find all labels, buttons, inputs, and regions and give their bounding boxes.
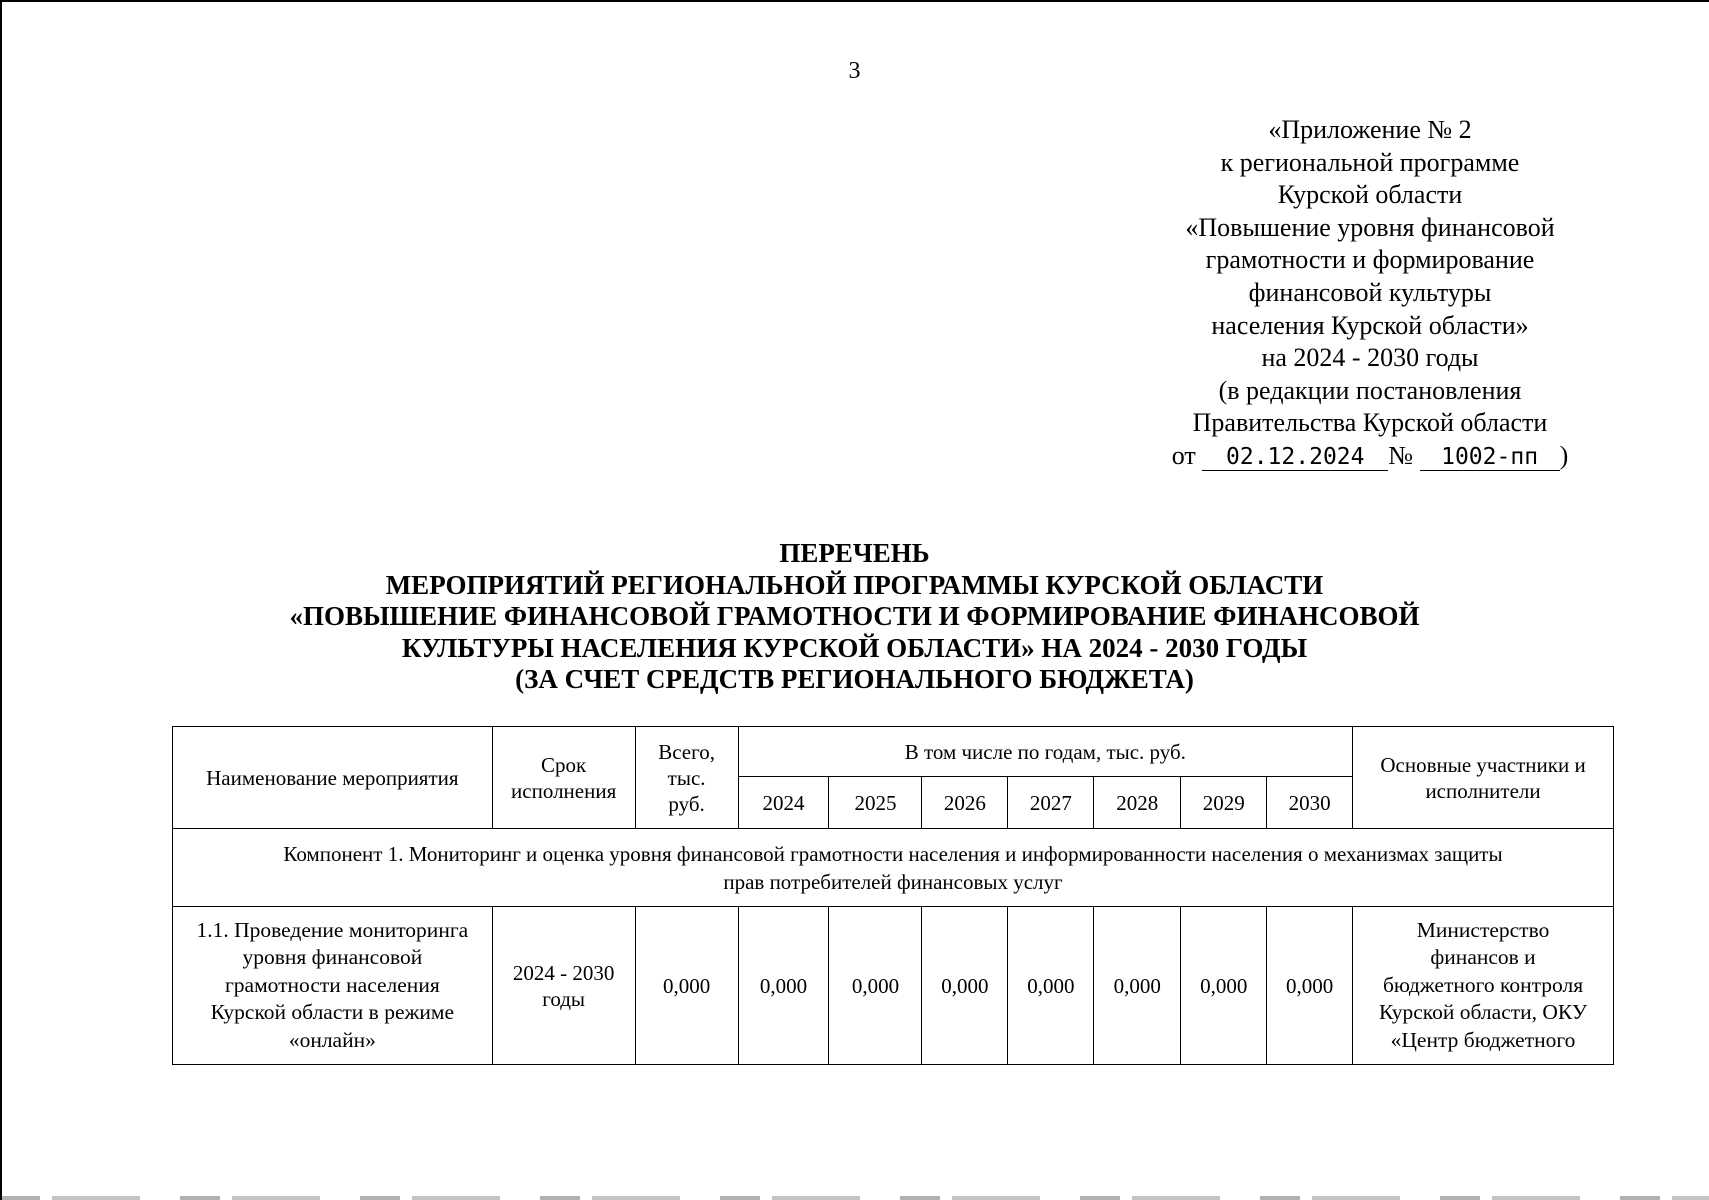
appendix-line: Курской области: [1277, 180, 1463, 210]
participants-line: финансов и: [1430, 945, 1536, 970]
appendix-line: «Повышение уровня финансовой: [1185, 212, 1555, 242]
document-title: [0, 538, 1709, 696]
header-participants: [1353, 727, 1614, 829]
event-name-line: уровня финансовой: [242, 945, 423, 970]
appendix-line: к региональной программе: [1220, 147, 1520, 177]
event-year-2028: 0,000: [1094, 907, 1181, 1065]
appendix-date-line: [1140, 440, 1600, 473]
header-term: [492, 727, 635, 829]
event-year-2029: 0,000: [1181, 907, 1267, 1065]
header-name: Наименование мероприятия: [173, 727, 493, 829]
header-year-2027: 2027: [1008, 777, 1094, 829]
appendix-line: населения Курской области»: [1211, 310, 1529, 340]
appendix-line: Правительства Курской области: [1192, 408, 1548, 438]
event-name-line: 1.1. Проведение мониторинга: [196, 917, 469, 942]
scan-artifact-bottom: [0, 1196, 1709, 1200]
component-line: прав потребителей финансовых услуг: [723, 869, 1063, 894]
component-title: [173, 829, 1614, 907]
event-term-line: годы: [542, 986, 586, 1011]
header-year-2024: 2024: [738, 777, 829, 829]
event-name-line: Курской области в режиме: [210, 1000, 454, 1025]
header-year-2026: 2026: [922, 777, 1008, 829]
close-paren: ): [1559, 440, 1569, 470]
event-year-2026: 0,000: [922, 907, 1008, 1065]
appendix-line: (в редакции постановления: [1218, 375, 1522, 405]
title-line: ПЕРЕЧЕНЬ: [779, 538, 930, 568]
event-name-line: грамотности населения: [224, 972, 440, 997]
from-prefix: от: [1171, 440, 1196, 470]
header-total: [635, 727, 738, 829]
event-year-2025: 0,000: [829, 907, 922, 1065]
component-row: [173, 829, 1614, 907]
title-line: «ПОВЫШЕНИЕ ФИНАНСОВОЙ ГРАМОТНОСТИ И ФОРМИРОВАНИЕ ФИНАНСОВОЙ: [289, 601, 1420, 631]
appendix-line: на 2024 - 2030 годы: [1261, 343, 1479, 373]
event-year-2024: 0,000: [738, 907, 829, 1065]
events-table: [172, 726, 1614, 1065]
header-by-years: В том числе по годам, тыс. руб.: [738, 727, 1353, 777]
appendix-line: финансовой культуры: [1248, 277, 1492, 307]
header-row: [173, 727, 1614, 777]
appendix-header: [1140, 114, 1600, 473]
appendix-line: «Приложение № 2: [1268, 115, 1472, 144]
appendix-line: грамотности и формирование: [1205, 245, 1535, 275]
participants-line: Министерство: [1416, 917, 1550, 942]
title-line: (ЗА СЧЕТ СРЕДСТВ РЕГИОНАЛЬНОГО БЮДЖЕТА): [515, 664, 1194, 694]
header-participants-line: Основные участники и: [1380, 752, 1586, 777]
header-term-line: исполнения: [511, 778, 617, 803]
header-year-2025: 2025: [829, 777, 922, 829]
number-sign: №: [1388, 440, 1414, 470]
title-line: МЕРОПРИЯТИЙ РЕГИОНАЛЬНОЙ ПРОГРАММЫ КУРСКОЙ ОБЛАСТИ: [385, 569, 1324, 600]
header-year-2029: 2029: [1181, 777, 1267, 829]
participants-line: бюджетного контроля: [1382, 972, 1584, 997]
header-total-line: тыс.: [667, 765, 706, 790]
component-line: Компонент 1. Мониторинг и оценка уровня финансовой грамотности населения и информированности населения о механизмах защиты: [283, 841, 1503, 866]
header-term-line: Срок: [541, 752, 587, 777]
title-line: КУЛЬТУРЫ НАСЕЛЕНИЯ КУРСКОЙ ОБЛАСТИ» НА 2024 - 2030 ГОДЫ: [401, 632, 1308, 663]
page-number: 3: [848, 58, 861, 84]
event-participants: [1353, 907, 1614, 1065]
table-row: [173, 907, 1614, 1065]
event-year-2030: 0,000: [1267, 907, 1353, 1065]
participants-line: Курской области, ОКУ: [1379, 1000, 1588, 1025]
header-total-line: руб.: [668, 791, 705, 816]
event-year-2027: 0,000: [1008, 907, 1094, 1065]
header-year-2028: 2028: [1094, 777, 1181, 829]
scan-border-top: [0, 0, 1709, 2]
event-total: 0,000: [635, 907, 738, 1065]
event-term-line: 2024 - 2030: [512, 960, 615, 985]
header-year-2030: 2030: [1267, 777, 1353, 829]
event-name-line: «онлайн»: [288, 1027, 376, 1052]
resolution-date: 02.12.2024: [1202, 444, 1388, 471]
event-name: [173, 907, 493, 1065]
header-participants-line: исполнители: [1425, 778, 1541, 803]
resolution-number: 1002-пп: [1420, 444, 1560, 471]
event-term: [492, 907, 635, 1065]
header-total-line: Всего,: [658, 739, 715, 764]
participants-line: «Центр бюджетного: [1390, 1027, 1576, 1052]
